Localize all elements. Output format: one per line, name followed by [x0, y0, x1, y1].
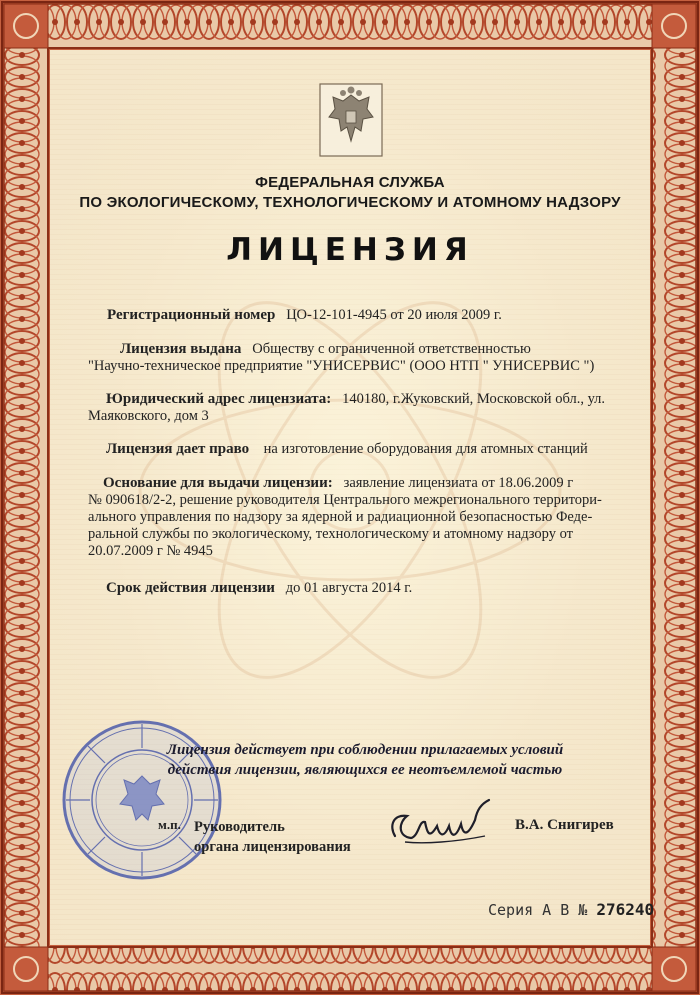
- basis-row: [103, 475, 573, 492]
- coat-of-arms-icon: [319, 83, 383, 157]
- basis-line-2: № 090618/2-2, решение руководителя Центрального межрегионального территори-: [88, 492, 602, 508]
- basis-line-5-row: [88, 543, 213, 560]
- signatory-role: [194, 817, 351, 857]
- signatory-name: В.А. Снигирев: [515, 817, 614, 833]
- serial-label: Серия А В №: [488, 901, 588, 919]
- registration-value: ЦО-12-101-4945 от 20 июля 2009 г.: [286, 307, 502, 323]
- address-line-2: Маяковского, дом 3: [88, 408, 209, 424]
- issued-to-label: Лицензия выдана: [120, 341, 242, 357]
- basis-line-1: заявление лицензиата от 18.06.2009 г: [343, 475, 574, 491]
- address-line-2-row: [88, 408, 209, 425]
- serial-number: [488, 900, 654, 919]
- address-label: Юридический адрес лицензиата:: [106, 391, 332, 407]
- basis-line-5: 20.07.2009 г № 4945: [88, 543, 213, 559]
- basis-line-4-row: [88, 526, 573, 543]
- signatory-role-line-1: Руководитель: [194, 819, 285, 835]
- validity-value: до 01 августа 2014 г.: [285, 580, 413, 596]
- conditions-line-2: действия лицензии, являющихся ее неотъемлемой частью: [167, 762, 563, 778]
- signatory-role-line-2: органа лицензирования: [194, 839, 351, 855]
- basis-line-3: ального управления по надзору за ядерной и радиационной безопасностью Феде-: [88, 509, 593, 525]
- basis-line-2-row: [88, 492, 602, 509]
- basis-line-3-row: [88, 509, 592, 526]
- serial-value: 276240: [596, 900, 655, 919]
- issued-to-row: [120, 341, 531, 358]
- validity-row: [106, 580, 412, 597]
- registration-row: [107, 307, 502, 324]
- right-value: на изготовление оборудования для атомных станций: [263, 441, 588, 457]
- issued-to-line-2: "Научно-техническое предприятие "УНИСЕРВИС" (ООО НТП " УНИСЕРВИС "): [88, 358, 595, 374]
- right-label: Лицензия дает право: [106, 441, 250, 457]
- handwritten-signature: [385, 796, 500, 856]
- document-title: ЛИЦЕНЗИЯ: [226, 232, 474, 268]
- issued-to-line-1: Обществу с ограниченной ответственностью: [252, 341, 531, 357]
- address-line-1: 140180, г.Жуковский, Московской обл., ул.: [342, 391, 606, 407]
- agency-line-2: ПО ЭКОЛОГИЧЕСКОМУ, ТЕХНОЛОГИЧЕСКОМУ И АТОМНОМУ НАДЗОРУ: [79, 194, 621, 211]
- issued-to-line-2-row: [88, 358, 594, 375]
- address-row: [106, 391, 605, 408]
- registration-label: Регистрационный номер: [107, 307, 276, 323]
- right-row: [106, 441, 588, 458]
- agency-line-1: ФЕДЕРАЛЬНАЯ СЛУЖБА: [255, 174, 445, 191]
- validity-label: Срок действия лицензии: [106, 580, 275, 596]
- seal-place-label: м.п.: [158, 817, 181, 832]
- conditions-line-1: Лицензия действует при соблюдении прилагаемых условий: [166, 742, 564, 758]
- basis-label: Основание для выдачи лицензии:: [103, 475, 333, 491]
- conditions-note: [130, 740, 600, 780]
- basis-line-4: ральной службы по экологическому, технологическому и атомному надзору от: [88, 526, 574, 542]
- issuing-agency: [0, 173, 700, 213]
